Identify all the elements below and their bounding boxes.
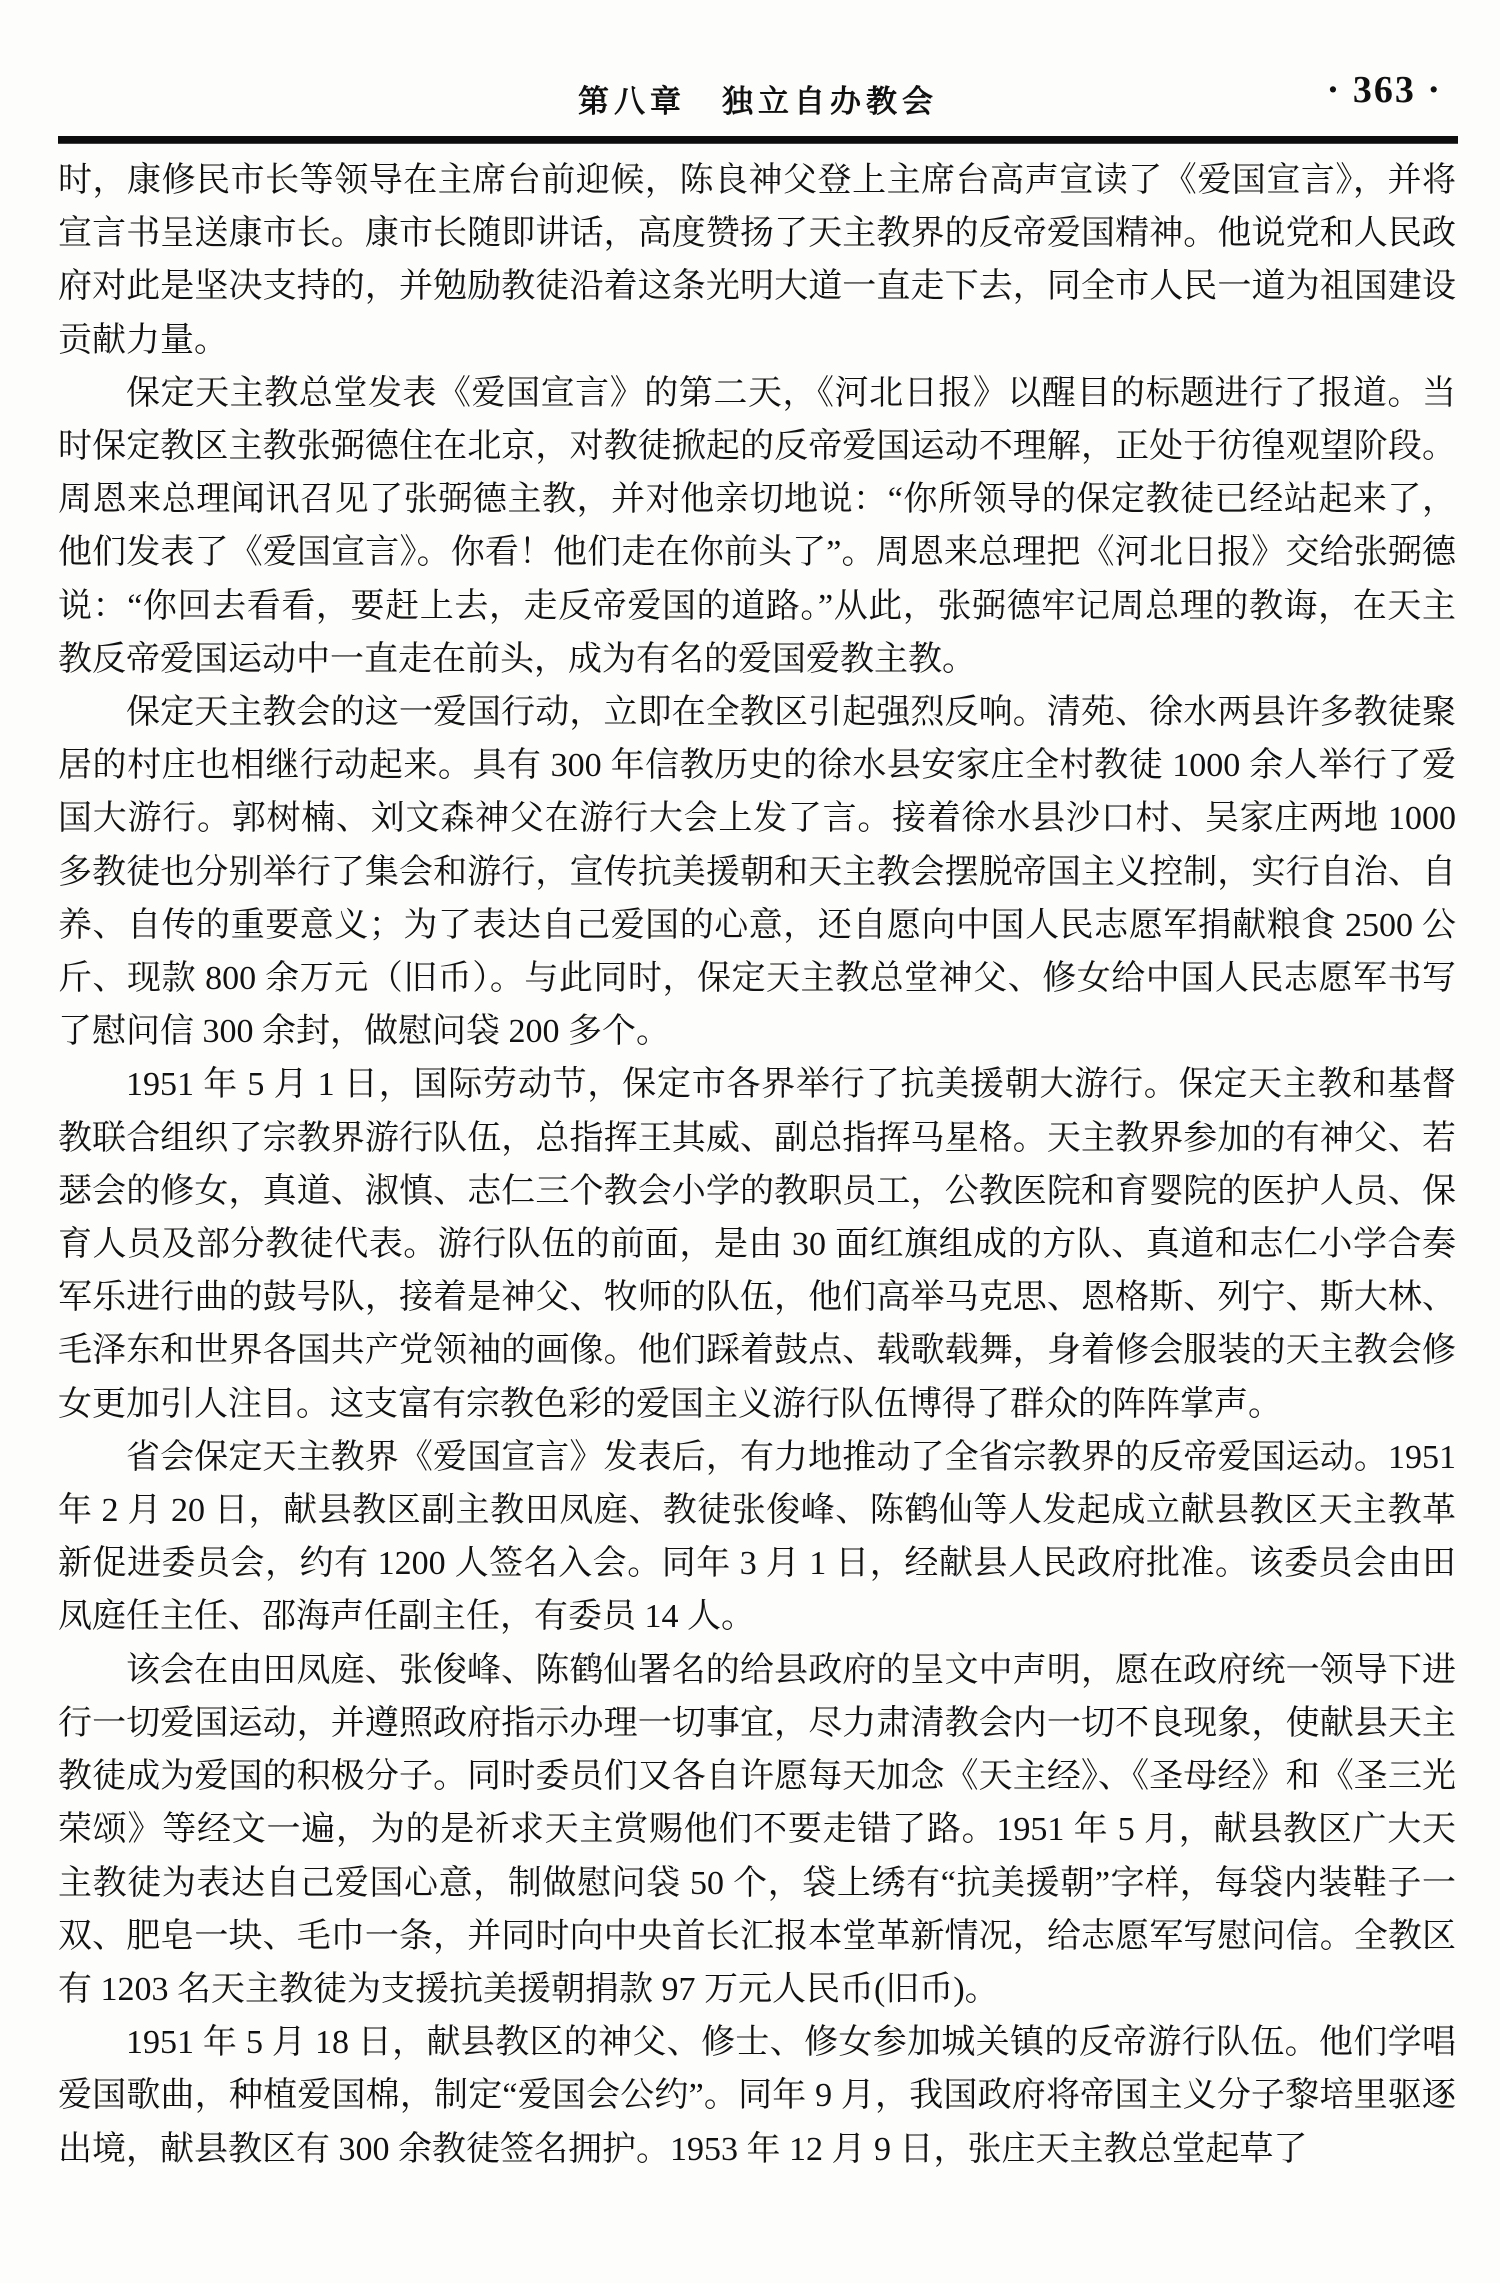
paragraph-1: 时，康修民市长等领导在主席台前迎候，陈良神父登上主席台高声宣读了《爱国宣言》，并将宣言书呈送康市长。康市长随即讲话，高度赞扬了天主教界的反帝爱国精神。他说党和人民政府对此是坚决支持的，并勉励教徒沿着这条光明大道一直走下去，同全市人民一道为祖国建设贡献力量。: [58, 162, 1456, 359]
paragraph-5: 省会保定天主教界《爱国宣言》发表后，有力地推动了全省宗教界的反帝爱国运动。1951 年 2 月 20 日，献县教区副主教田凤庭、教徒张俊峰、陈鹤仙等人发起成立献县教区天主教革新促进委员会，约有 1200 人签名入会。同年 3 月 1 日，经献县人民政府批准。该委员会由田凤庭任主任、邵海声任副主任，有委员 14 人。: [58, 1438, 1456, 1636]
running-header: [58, 68, 1460, 119]
page-body-text: [58, 154, 1456, 2176]
paragraph-6: 该会在由田凤庭、张俊峰、陈鹤仙署名的给县政府的呈文中声明，愿在政府统一领导下进行一切爱国运动，并遵照政府指示办理一切事宜，尽力肃清教会内一切不良现象，使献县天主教徒成为爱国的积极分子。同时委员们又各自许愿每天加念《天主经》、《圣母经》和《圣三光荣颂》等经文一遍，为的是祈求天主赏赐他们不要走错了路。1951 年 5 月，献县教区广大天主教徒为表达自己爱国心意，制做慰问袋 50 个，袋上绣有“抗美援朝”字样，每袋内装鞋子一双、肥皂一块、毛巾一条，并同时向中央首长汇报本堂革新情况，给志愿军写慰问信。全教区有 1203 名天主教徒为支援抗美援朝捐款 97 万元人民币(旧币)。: [58, 1651, 1456, 2008]
paragraph-7: 1951 年 5 月 18 日，献县教区的神父、修士、修女参加城关镇的反帝游行队伍。他们学唱爱国歌曲，种植爱国棉，制定“爱国会公约”。同年 9 月，我国政府将帝国主义分子黎培里驱逐出境，献县教区有 300 余教徒签名拥护。1953 年 12 月 9 日，张庄天主教总堂起草了: [58, 2024, 1456, 2168]
page-number: · 363 ·: [1326, 69, 1442, 111]
chapter-title: 第八章 独立自办教会: [578, 84, 938, 119]
paragraph-2: 保定天主教总堂发表《爱国宣言》的第二天，《河北日报》以醒目的标题进行了报道。当时保定教区主教张弼德住在北京，对教徒掀起的反帝爱国运动不理解，正处于彷徨观望阶段。周恩来总理闻讯召见了张弼德主教，并对他亲切地说：“你所领导的保定教徒已经站起来了，他们发表了《爱国宣言》。你看！他们走在你前头了”。周恩来总理把《河北日报》交给张弼德说：“你回去看看，要赶上去，走反帝爱国的道路。”从此，张弼德牢记周总理的教诲，在天主教反帝爱国运动中一直走在前头，成为有名的爱国爱教主教。: [58, 374, 1456, 678]
header-rule: [58, 136, 1458, 144]
paragraph-3: 保定天主教会的这一爱国行动，立即在全教区引起强烈反响。清苑、徐水两县许多教徒聚居的村庄也相继行动起来。具有 300 年信教历史的徐水县安家庄全村教徒 1000 余人举行了爱国大游行。郭树楠、刘文森神父在游行大会上发了言。接着徐水县沙口村、吴家庄两地 1000 多教徒也分别举行了集会和游行，宣传抗美援朝和天主教会摆脱帝国主义控制，实行自治、自养、自传的重要意义；为了表达自己爱国的心意，还自愿向中国人民志愿军捐献粮食 2500 公斤、现款 800 余万元（旧币）。与此同时，保定天主教总堂神父、修女给中国人民志愿军书写了慰问信 300 余封，做慰问袋 200 多个。: [58, 694, 1456, 1051]
paragraph-4: 1951 年 5 月 1 日，国际劳动节，保定市各界举行了抗美援朝大游行。保定天主教和基督教联合组织了宗教界游行队伍，总指挥王其威、副总指挥马星格。天主教界参加的有神父、若瑟会的修女，真道、淑慎、志仁三个教会小学的教职员工，公教医院和育婴院的医护人员、保育人员及部分教徒代表。游行队伍的前面，是由 30 面红旗组成的方队、真道和志仁小学合奏军乐进行曲的鼓号队，接着是神父、牧师的队伍，他们高举马克思、恩格斯、列宁、斯大林、毛泽东和世界各国共产党领袖的画像。他们踩着鼓点、载歌载舞，身着修会服装的天主教会修女更加引人注目。这支富有宗教色彩的爱国主义游行队伍博得了群众的阵阵掌声。: [58, 1066, 1456, 1423]
